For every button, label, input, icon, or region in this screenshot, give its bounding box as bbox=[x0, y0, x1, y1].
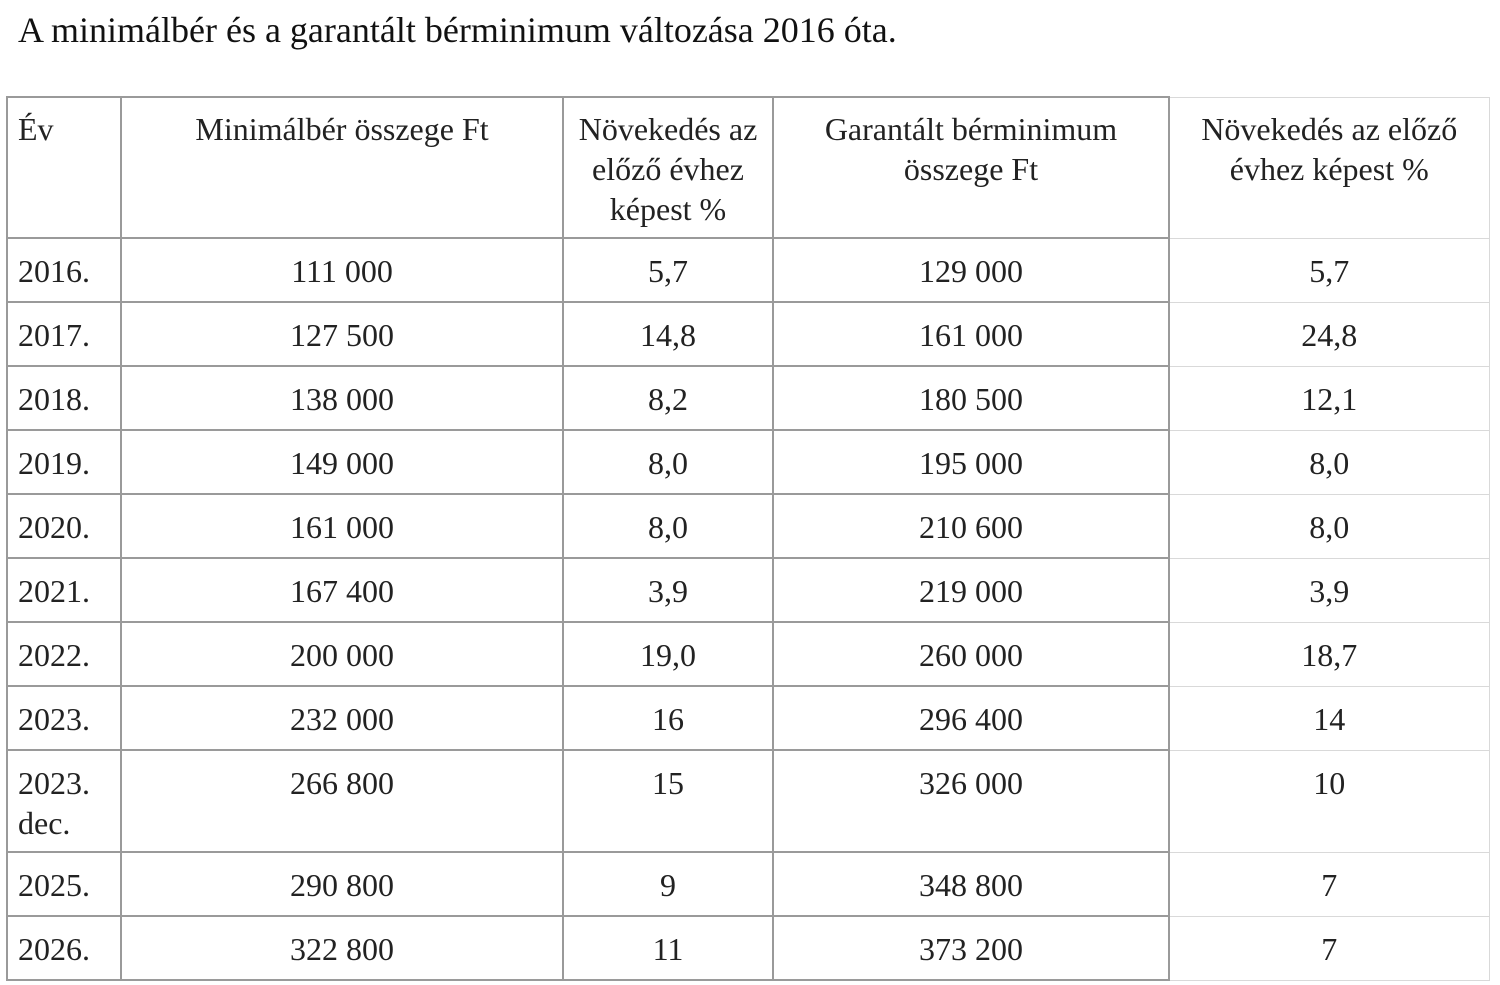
table-header bbox=[7, 97, 1489, 238]
cell-guaranteed-minimum: 210 600 bbox=[773, 494, 1169, 558]
table-row bbox=[7, 302, 1489, 366]
cell-minimum-wage-growth: 8,0 bbox=[563, 494, 773, 558]
cell-year: 2022. bbox=[7, 622, 121, 686]
cell-minimum-wage-growth: 11 bbox=[563, 916, 773, 980]
cell-minimum-wage-growth: 16 bbox=[563, 686, 773, 750]
cell-minimum-wage: 149 000 bbox=[121, 430, 563, 494]
table-row bbox=[7, 558, 1489, 622]
cell-year: 2016. bbox=[7, 238, 121, 302]
cell-minimum-wage-growth: 8,0 bbox=[563, 430, 773, 494]
cell-guaranteed-minimum: 219 000 bbox=[773, 558, 1169, 622]
table-row bbox=[7, 494, 1489, 558]
cell-guaranteed-minimum-growth: 5,7 bbox=[1169, 238, 1489, 302]
cell-minimum-wage: 200 000 bbox=[121, 622, 563, 686]
table-row bbox=[7, 238, 1489, 302]
cell-guaranteed-minimum-growth: 24,8 bbox=[1169, 302, 1489, 366]
cell-year: 2023. dec. bbox=[7, 750, 121, 852]
header-guaranteed-minimum-growth: Növekedés az előző évhez képest % bbox=[1169, 97, 1489, 238]
header-row bbox=[7, 97, 1489, 238]
table-row bbox=[7, 852, 1489, 916]
cell-minimum-wage-growth: 8,2 bbox=[563, 366, 773, 430]
header-guaranteed-minimum: Garantált bérminimum összege Ft bbox=[773, 97, 1169, 238]
table-row bbox=[7, 686, 1489, 750]
cell-minimum-wage: 138 000 bbox=[121, 366, 563, 430]
cell-guaranteed-minimum-growth: 12,1 bbox=[1169, 366, 1489, 430]
cell-year: 2017. bbox=[7, 302, 121, 366]
cell-guaranteed-minimum-growth: 18,7 bbox=[1169, 622, 1489, 686]
cell-minimum-wage: 167 400 bbox=[121, 558, 563, 622]
cell-minimum-wage: 266 800 bbox=[121, 750, 563, 852]
cell-minimum-wage-growth: 3,9 bbox=[563, 558, 773, 622]
cell-minimum-wage-growth: 19,0 bbox=[563, 622, 773, 686]
header-minimum-wage: Minimálbér összege Ft bbox=[121, 97, 563, 238]
cell-guaranteed-minimum: 373 200 bbox=[773, 916, 1169, 980]
table-body bbox=[7, 238, 1489, 980]
table-row bbox=[7, 366, 1489, 430]
cell-minimum-wage: 322 800 bbox=[121, 916, 563, 980]
cell-minimum-wage: 111 000 bbox=[121, 238, 563, 302]
cell-minimum-wage-growth: 14,8 bbox=[563, 302, 773, 366]
table-row bbox=[7, 622, 1489, 686]
cell-minimum-wage: 290 800 bbox=[121, 852, 563, 916]
page-title: A minimálbér és a garantált bérminimum változása 2016 óta. bbox=[18, 10, 897, 50]
cell-year: 2019. bbox=[7, 430, 121, 494]
cell-minimum-wage: 232 000 bbox=[121, 686, 563, 750]
cell-guaranteed-minimum: 195 000 bbox=[773, 430, 1169, 494]
table-row bbox=[7, 916, 1489, 980]
cell-guaranteed-minimum-growth: 7 bbox=[1169, 852, 1489, 916]
cell-guaranteed-minimum: 348 800 bbox=[773, 852, 1169, 916]
cell-guaranteed-minimum-growth: 7 bbox=[1169, 916, 1489, 980]
cell-minimum-wage-growth: 9 bbox=[563, 852, 773, 916]
header-year: Év bbox=[7, 97, 121, 238]
cell-guaranteed-minimum-growth: 3,9 bbox=[1169, 558, 1489, 622]
cell-guaranteed-minimum-growth: 8,0 bbox=[1169, 430, 1489, 494]
cell-guaranteed-minimum: 180 500 bbox=[773, 366, 1169, 430]
cell-guaranteed-minimum: 296 400 bbox=[773, 686, 1169, 750]
table-row bbox=[7, 750, 1489, 852]
cell-minimum-wage-growth: 5,7 bbox=[563, 238, 773, 302]
cell-guaranteed-minimum: 161 000 bbox=[773, 302, 1169, 366]
cell-minimum-wage-growth: 15 bbox=[563, 750, 773, 852]
header-minimum-wage-growth: Növekedés az előző évhez képest % bbox=[563, 97, 773, 238]
cell-year: 2023. bbox=[7, 686, 121, 750]
cell-guaranteed-minimum-growth: 8,0 bbox=[1169, 494, 1489, 558]
cell-guaranteed-minimum: 129 000 bbox=[773, 238, 1169, 302]
cell-guaranteed-minimum: 260 000 bbox=[773, 622, 1169, 686]
cell-year: 2025. bbox=[7, 852, 121, 916]
cell-minimum-wage: 127 500 bbox=[121, 302, 563, 366]
cell-year: 2020. bbox=[7, 494, 121, 558]
cell-guaranteed-minimum: 326 000 bbox=[773, 750, 1169, 852]
cell-year: 2018. bbox=[7, 366, 121, 430]
cell-guaranteed-minimum-growth: 10 bbox=[1169, 750, 1489, 852]
cell-guaranteed-minimum-growth: 14 bbox=[1169, 686, 1489, 750]
cell-year: 2021. bbox=[7, 558, 121, 622]
table-row bbox=[7, 430, 1489, 494]
cell-minimum-wage: 161 000 bbox=[121, 494, 563, 558]
wage-table bbox=[6, 96, 1490, 981]
cell-year: 2026. bbox=[7, 916, 121, 980]
